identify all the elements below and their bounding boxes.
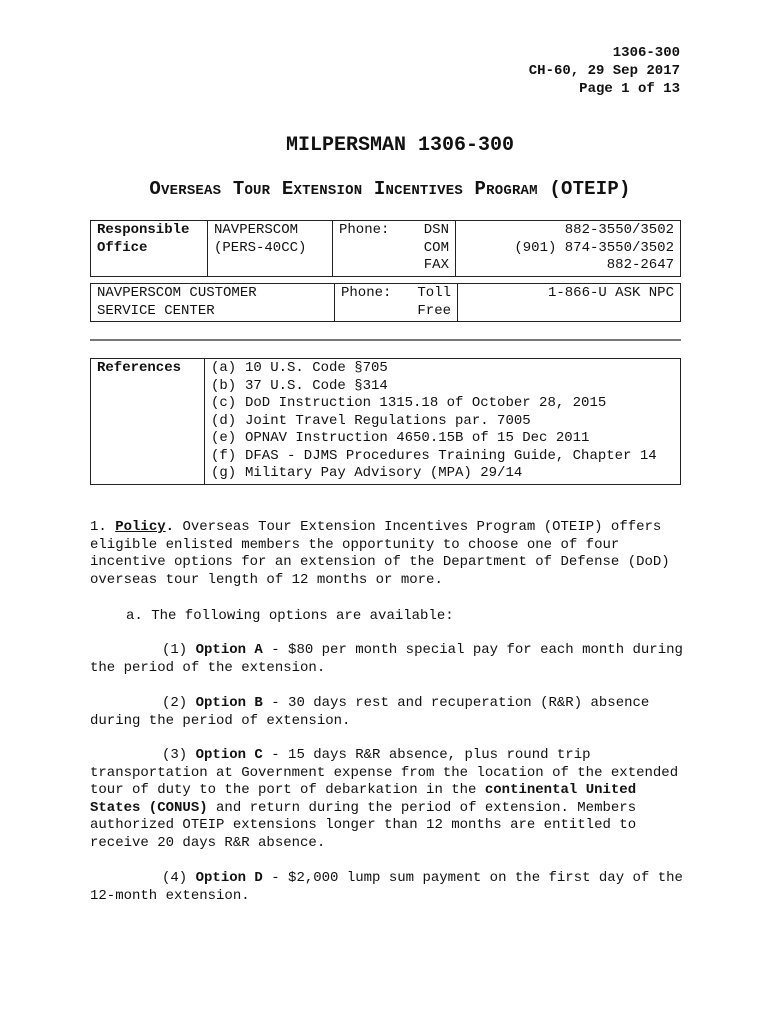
reference-item — [211, 465, 674, 483]
reference-text: 10 U.S. Code §705 — [245, 360, 388, 376]
option-a-name: Option A — [195, 642, 263, 658]
customer-service-table — [90, 283, 681, 322]
office-org: NAVPERSCOM (PERS-40CC) — [208, 221, 333, 277]
page-header — [529, 44, 680, 98]
reference-text: 37 U.S. Code §314 — [245, 377, 388, 394]
references-label: References — [91, 359, 205, 485]
responsible-office-label: Responsible Office — [91, 221, 208, 277]
reference-text: Joint Travel Regulations par. 7005 — [245, 412, 531, 429]
conus-term: continental United States (CONUS) — [90, 782, 637, 816]
policy-heading: Policy — [115, 519, 166, 535]
reference-text: OPNAV Instruction 4650.15B of 15 Dec 2011 — [245, 430, 590, 446]
option-d-name: Option D — [195, 870, 263, 886]
phone-label: Phone: — [333, 221, 404, 277]
responsible-office-table — [90, 220, 681, 277]
policy-paragraph: 1. Policy. Overseas Tour Extension Incentives Program (OTEIP) offers eligible enlisted members the opportunity to choose one of four incentive options for an extension of the Department of Defense (DoD) overseas tour length of 12 months or more. — [90, 519, 670, 588]
reference-key: (f) — [211, 447, 237, 464]
reference-item — [211, 448, 674, 466]
reference-key: (g) — [211, 465, 237, 481]
reference-item — [211, 430, 674, 448]
reference-text: Military Pay Advisory (MPA) 29/14 — [245, 465, 523, 481]
customer-phone-type: Toll Free — [405, 284, 458, 322]
reference-key: (b) — [211, 377, 237, 394]
reference-item — [211, 378, 674, 396]
phone-numbers: 882-3550/3502 (901) 874-3550/3502 882-2647 — [456, 221, 681, 277]
doc-number: 1306-300 — [612, 45, 680, 61]
reference-key: (a) — [211, 360, 237, 376]
policy-text: Overseas Tour Extension Incentives Program (OTEIP) offers eligible enlisted members the opportunity to choose one of four incentive options for an extension of the Department of Defense (DoD) overseas tour length of 12 months or more. — [90, 519, 670, 588]
option-c-name: Option C — [195, 747, 263, 763]
page-number: Page 1 of 13 — [579, 81, 680, 97]
reference-text: DFAS - DJMS Procedures Training Guide, Chapter 14 — [245, 447, 657, 464]
customer-phone-label: Phone: — [335, 284, 406, 322]
reference-text: DoD Instruction 1315.18 of October 28, 2015 — [245, 395, 607, 411]
option-b-name: Option B — [195, 695, 263, 711]
customer-service-org: NAVPERSCOM CUSTOMER SERVICE CENTER — [91, 284, 335, 322]
references-list — [205, 359, 681, 485]
option-c-paragraph: (3) Option C - 15 days R&R absence, plus round trip transportation at Government expense from the location of the extended tour of duty to the port of debarkation in the continental United States (CONUS) and return during the period of extension. Members authorized OTEIP extensions longer than 12 months are entitled to receive 20 days R&R absence. — [90, 747, 679, 851]
reference-key: (c) — [211, 395, 237, 411]
reference-key: (d) — [211, 412, 237, 429]
change-date: CH-60, 29 Sep 2017 — [528, 63, 680, 79]
subparagraph-a: a. The following options are available: — [126, 608, 454, 624]
document-title: MILPERSMAN 1306-300 — [285, 134, 515, 157]
references-table — [90, 358, 681, 485]
section-divider — [90, 339, 681, 341]
option-d-paragraph: (4) Option D - $2,000 lump sum payment on the first day of the 12-month extension. — [90, 870, 683, 904]
customer-phone-number: 1-866-U ASK NPC — [458, 284, 681, 322]
option-a-paragraph: (1) Option A - $80 per month special pay for each month during the period of the extension. — [90, 642, 683, 676]
document-subtitle: OVERSEAS TOUR EXTENSION INCENTIVES PROGRAM (OTEIP) — [149, 178, 631, 200]
phone-types: DSN COM FAX — [403, 221, 456, 277]
reference-key: (e) — [211, 430, 237, 446]
reference-item — [211, 360, 674, 378]
option-b-paragraph: (2) Option B - 30 days rest and recuperation (R&R) absence during the period of extension. — [90, 695, 650, 729]
reference-item — [211, 395, 674, 413]
reference-item — [211, 413, 674, 431]
